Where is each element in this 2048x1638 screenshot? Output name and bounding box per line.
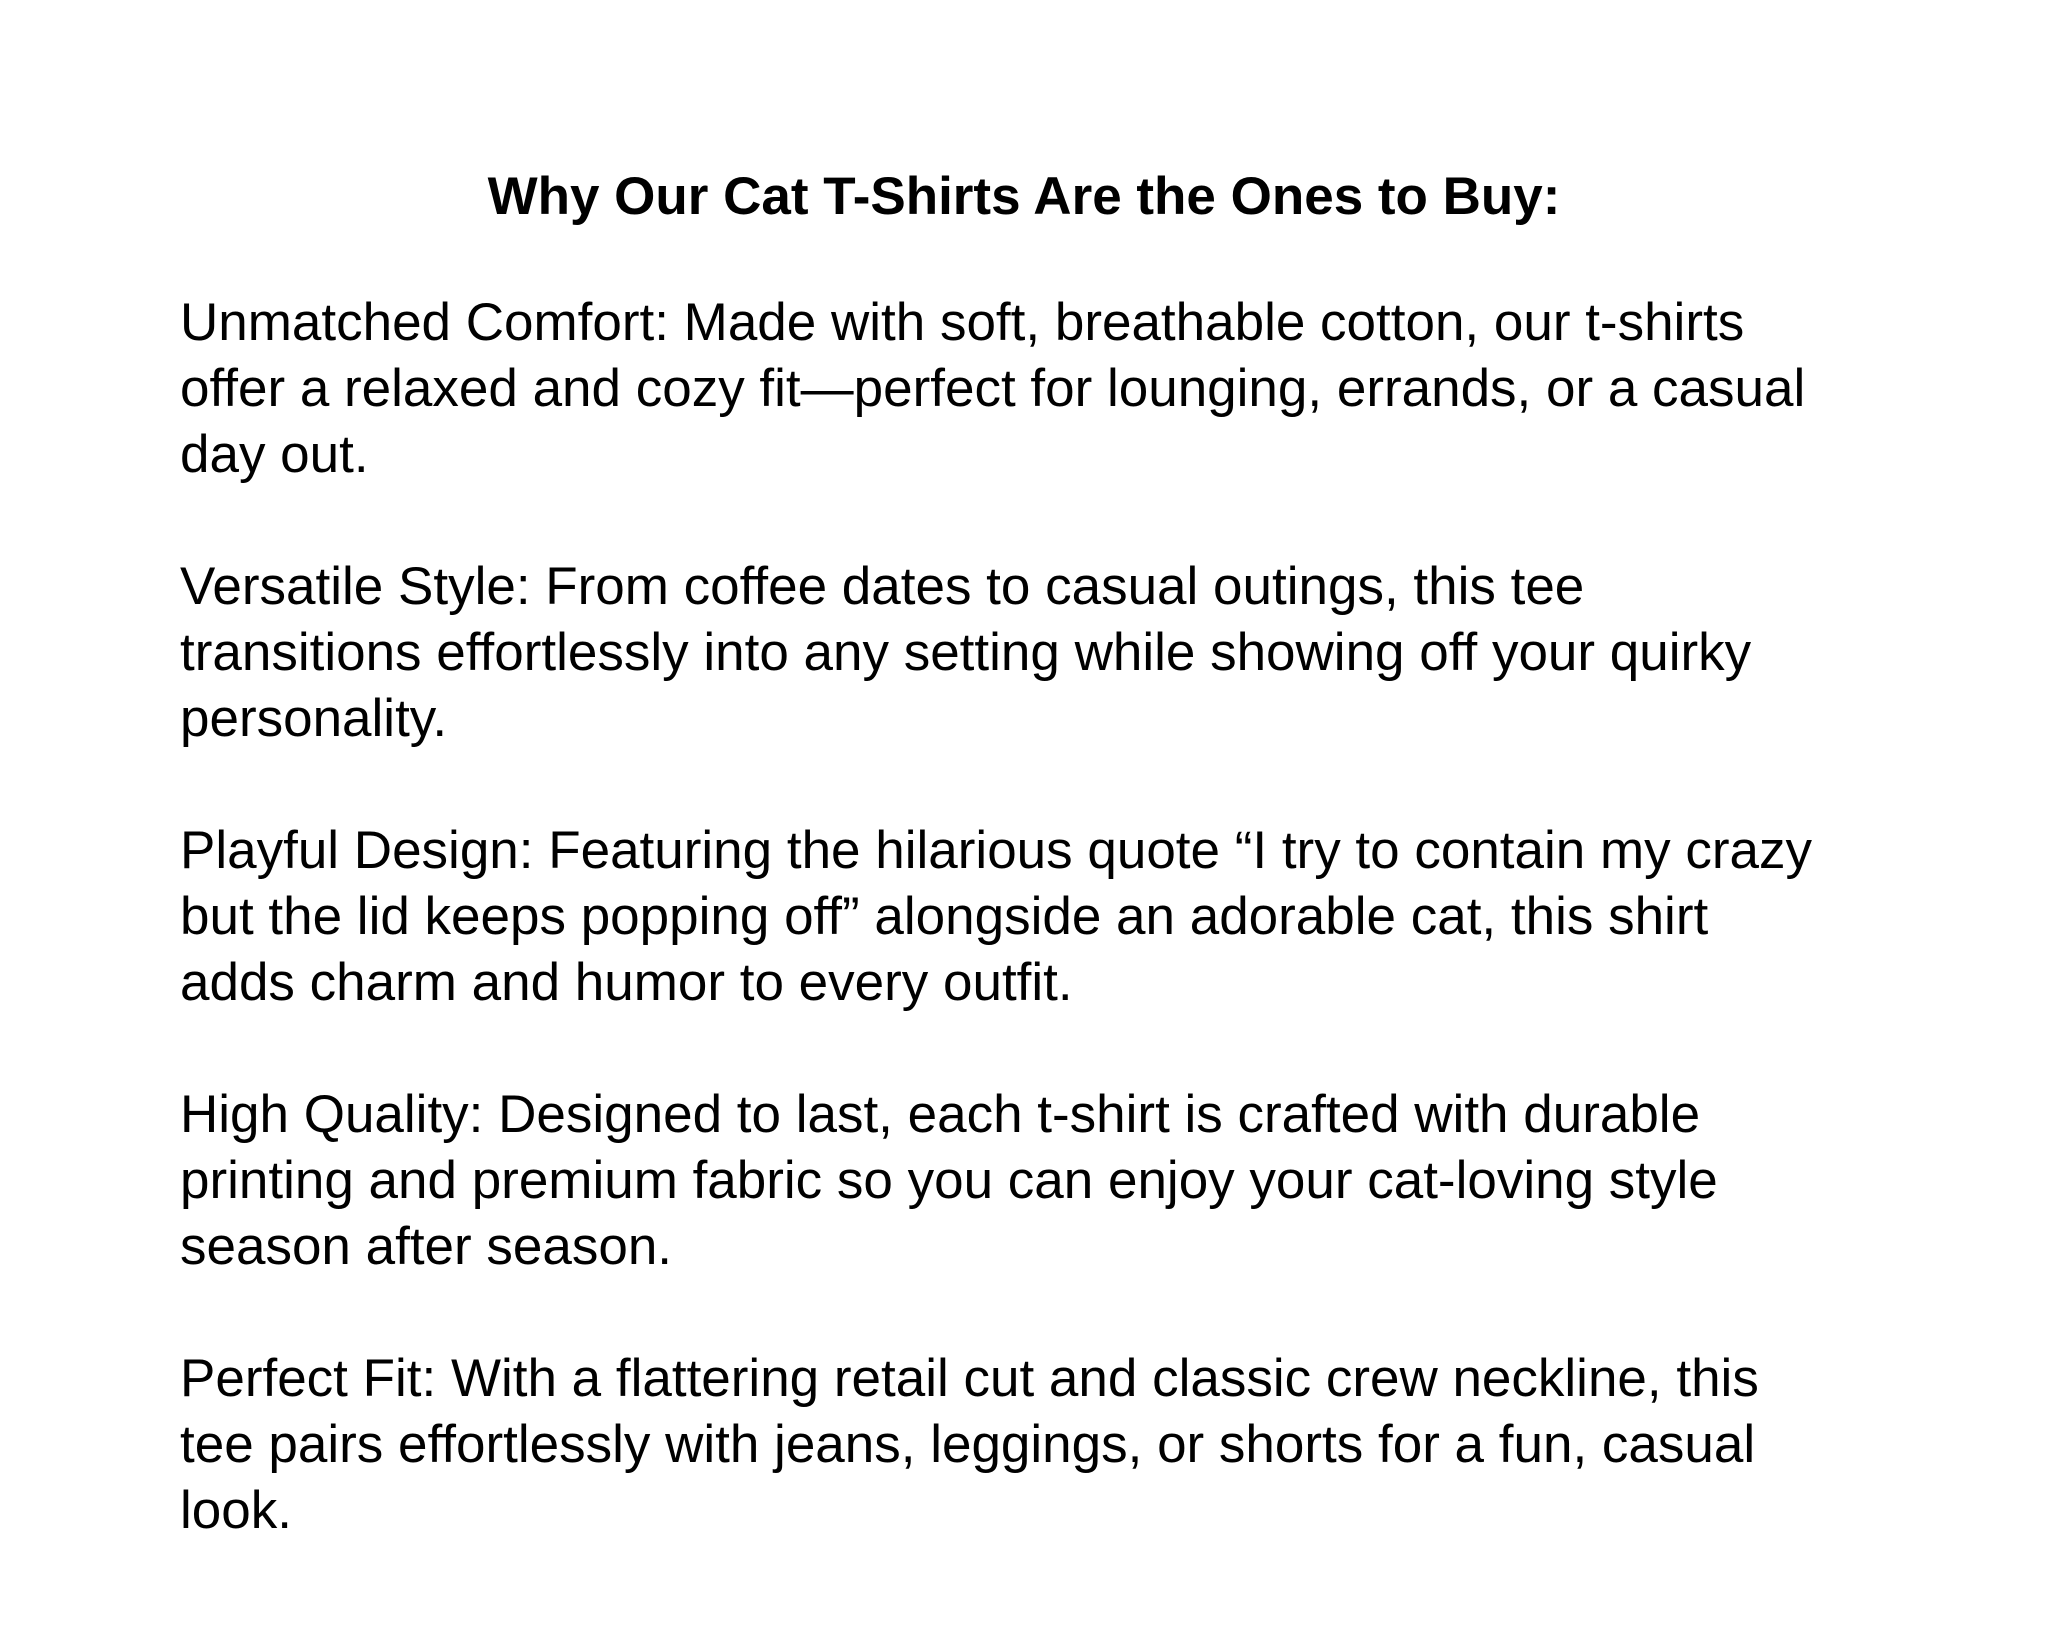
text-line: tee pairs effortlessly with jeans, leggings, or shorts for a fun, casual <box>180 1415 1756 1474</box>
text-line: personality. <box>180 689 448 748</box>
text-line: transitions effortlessly into any setting while showing off your quirky <box>180 623 1752 682</box>
text-line: printing and premium fabric so you can enjoy your cat-loving style <box>180 1151 1718 1210</box>
document-title: Why Our Cat T-Shirts Are the Ones to Buy: <box>487 167 1561 226</box>
text-line: season after season. <box>180 1217 673 1276</box>
text-line: Perfect Fit: With a flattering retail cut and classic crew neckline, this <box>180 1349 1759 1408</box>
text-line: offer a relaxed and cozy fit—perfect for lounging, errands, or a casual <box>180 359 1806 418</box>
paragraph-high-quality <box>180 1082 1920 1280</box>
text-line: Versatile Style: From coffee dates to casual outings, this tee <box>180 557 1585 616</box>
text-line: look. <box>180 1481 292 1540</box>
text-line: adds charm and humor to every outfit. <box>180 953 1073 1012</box>
text-line: day out. <box>180 425 369 484</box>
text-line: Unmatched Comfort: Made with soft, breathable cotton, our t-shirts <box>180 293 1745 352</box>
text-line: but the lid keeps popping off” alongside an adorable cat, this shirt <box>180 887 1709 946</box>
paragraph-unmatched-comfort <box>180 290 1920 488</box>
paragraph-perfect-fit <box>180 1346 1920 1544</box>
text-line: Playful Design: Featuring the hilarious quote “I try to contain my crazy <box>180 821 1812 880</box>
paragraph-playful-design <box>180 818 1920 1016</box>
paragraph-versatile-style <box>180 554 1920 752</box>
text-line: High Quality: Designed to last, each t-shirt is crafted with durable <box>180 1085 1701 1144</box>
document-body <box>180 290 1920 1610</box>
